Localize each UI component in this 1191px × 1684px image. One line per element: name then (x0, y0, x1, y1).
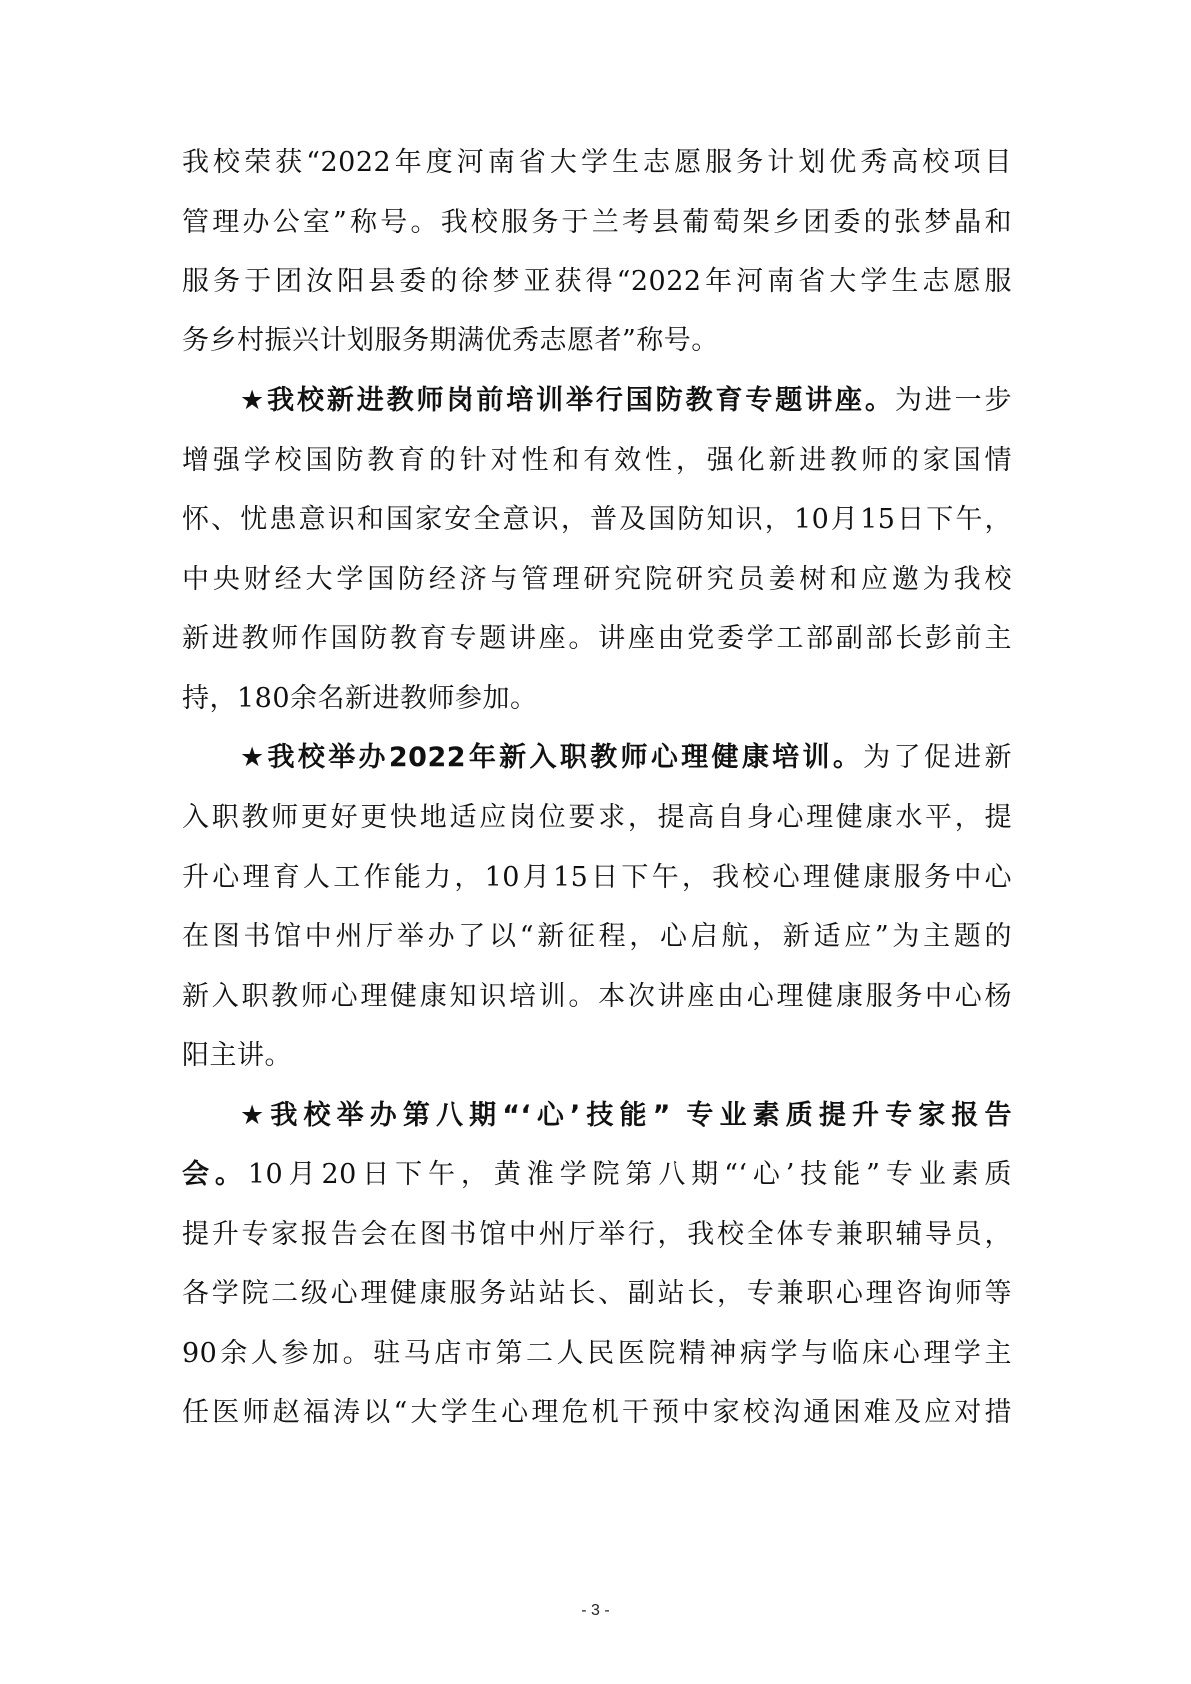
paragraph-2-line-6: 持，180余名新进教师参加。 (182, 683, 538, 714)
paragraph-2-line-3: 怀、忧患意识和国家安全意识，普及国防知识，10月15日下午， (182, 504, 1012, 535)
paragraph-2-line-1 (240, 381, 1012, 421)
paragraph-2-line-5: 新进教师作国防教育专题讲座。讲座由党委学工部副部长彭前主 (182, 623, 1012, 654)
paragraph-2-line-4: 中央财经大学国防经济与管理研究院研究员姜树和应邀为我校 (182, 564, 1012, 595)
paragraph-4-line-5: 90余人参加。驻马店市第二人民医院精神病学与临床心理学主 (182, 1338, 1012, 1369)
paragraph-1-line-2: 管理办公室”称号。我校服务于兰考县葡萄架乡团委的张梦晶和 (182, 207, 1012, 238)
paragraph-3-line-3: 升心理育人工作能力，10月15日下午，我校心理健康服务中心 (182, 862, 1012, 893)
paragraph-1-line-3: 服务于团汝阳县委的徐梦亚获得“2022年河南省大学生志愿服 (182, 266, 1012, 297)
paragraph-3-heading: ★我校举办2022年新入职教师心理健康培训。 (240, 742, 864, 773)
paragraph-3-line-5: 新入职教师心理健康知识培训。本次讲座由心理健康服务中心杨 (182, 981, 1012, 1012)
paragraph-3-line-1-rest: 为了促进新 (863, 742, 1012, 773)
paragraph-4-heading-line-1: ★我校举办第八期“‘心’技能” 专业素质提升专家报告 (240, 1100, 1012, 1131)
paragraph-4-heading-line-2: 会。 (182, 1159, 248, 1190)
paragraph-4-line-4: 各学院二级心理健康服务站站长、副站长，专兼职心理咨询师等 (182, 1278, 1012, 1309)
paragraph-2-line-1-rest: 为进一步 (894, 385, 1012, 416)
page-number: - 3 - (581, 1602, 610, 1619)
paragraph-3-line-4: 在图书馆中州厅举办了以“新征程，心启航，新适应”为主题的 (182, 921, 1012, 952)
paragraph-1-line-4: 务乡村振兴计划服务期满优秀志愿者”称号。 (182, 325, 719, 356)
paragraph-2-line-2: 增强学校国防教育的针对性和有效性，强化新进教师的家国情 (182, 445, 1012, 476)
paragraph-4-line-6: 任医师赵福涛以“大学生心理危机干预中家校沟通困难及应对措 (182, 1397, 1012, 1428)
paragraph-4-line-2 (182, 1155, 1012, 1195)
paragraph-3-line-1 (240, 738, 1012, 778)
paragraph-4-line-3: 提升专家报告会在图书馆中州厅举行，我校全体专兼职辅导员， (182, 1219, 1012, 1250)
paragraph-3-line-2: 入职教师更好更快地适应岗位要求，提高自身心理健康水平，提 (182, 802, 1012, 833)
paragraph-4-line-2-rest: 10月20日下午，黄淮学院第八期“‘心’技能”专业素质 (247, 1159, 1012, 1190)
paragraph-1-line-1: 我校荣获“2022年度河南省大学生志愿服务计划优秀高校项目 (182, 147, 1012, 178)
paragraph-3-line-6: 阳主讲。 (182, 1040, 292, 1071)
paragraph-2-heading: ★我校新进教师岗前培训举行国防教育专题讲座。 (240, 385, 895, 416)
